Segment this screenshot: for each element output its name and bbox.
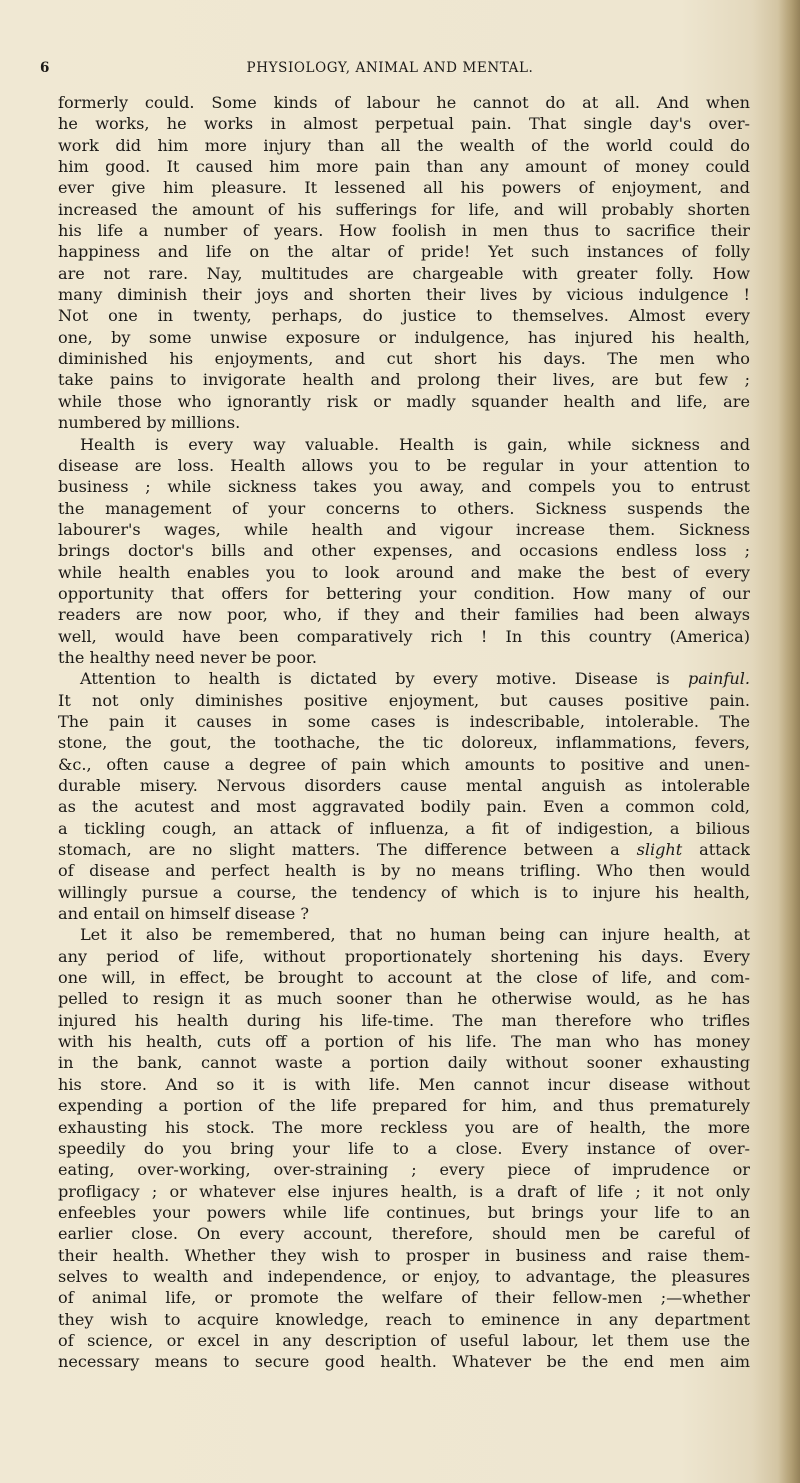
text-line: of disease and perfect health is by no means trifling. Who then would (58, 861, 750, 881)
text-line: durable misery. Nervous disorders cause mental anguish as intolerable (58, 776, 750, 795)
page-number: 6 (40, 60, 50, 76)
text-line: exhausting his stock. The more reckless you are of health, the more (58, 1117, 750, 1137)
text-line: brings doctor's bills and other expenses, and occasions endless loss ; (58, 541, 750, 561)
text-line: while health enables you to look around and make the best of every (58, 562, 750, 582)
text-line: Attention to health is dictated by every motive. Disease is painful. (80, 669, 750, 689)
text-line: Not one in twenty, perhaps, do justice to themselves. Almost every (58, 306, 750, 326)
text-line: formerly could. Some kinds of labour he cannot do at all. And when (58, 93, 750, 112)
text-line: profligacy ; or whatever else injures health, is a draft of life ; it not only (58, 1181, 750, 1201)
text-line: numbered by millions. (58, 413, 241, 433)
text-line: disease are loss. Health allows you to be regular in your attention to (58, 455, 750, 475)
text-line: his life a number of years. How foolish in men thus to sacrifice their (58, 221, 750, 241)
running-head: PHYSIOLOGY, ANIMAL AND MENTAL. (246, 60, 534, 76)
text-line: as the acutest and most aggravated bodily pain. Even a common cold, (58, 797, 750, 817)
italic-text: painful. (687, 669, 750, 689)
text-line: with his health, cuts off a portion of his life. The man who has money (58, 1032, 750, 1052)
text-line: happiness and life on the altar of pride! Yet such instances of folly (58, 242, 750, 262)
text-line: stone, the gout, the toothache, the tic doloreux, inflammations, fevers, (58, 733, 750, 753)
text-line: enfeebles your powers while life continues, but brings your life to an (58, 1202, 750, 1222)
text-line: expending a portion of the life prepared for him, and thus prematurely (58, 1096, 750, 1116)
page-edge-shadow (778, 0, 800, 1483)
text-line: their health. Whether they wish to prosper in business and raise them- (58, 1245, 750, 1265)
text-line: any period of life, without proportionately shortening his days. Every (58, 946, 750, 966)
text-line: It not only diminishes positive enjoyment, but causes positive pain. (58, 690, 750, 710)
text-line: the healthy need never be poor. (58, 647, 317, 667)
text-line: Let it also be remembered, that no human being can injure health, at (80, 925, 750, 945)
text-line: he works, he works in almost perpetual pain. That single day's over- (58, 114, 750, 134)
text-line: The pain it causes in some cases is indescribable, intolerable. The (58, 711, 750, 731)
text-line: willingly pursue a course, the tendency of which is to injure his health, (58, 882, 750, 902)
text-line: Health is every way valuable. Health is gain, while sickness and (80, 434, 750, 454)
text-line: ever give him pleasure. It lessened all his powers of enjoyment, and (58, 178, 750, 198)
text-line: &c., often cause a degree of pain which amounts to positive and unen- (58, 754, 750, 774)
text-line: they wish to acquire knowledge, reach to eminence in any department (58, 1309, 750, 1329)
text-line: are not rare. Nay, multitudes are chargeable with greater folly. How (58, 263, 750, 283)
text-line: a tickling cough, an attack of influenza, a fit of indigestion, a bilious (58, 818, 750, 838)
text-line: him good. It caused him more pain than any amount of money could (58, 157, 750, 177)
text-line: take pains to invigorate health and prolong their lives, are but few ; (58, 370, 750, 390)
text-line: opportunity that offers for bettering your condition. How many of our (58, 583, 750, 603)
italic-text: slight (636, 840, 683, 860)
text-line: eating, over-working, over-straining ; every piece of imprudence or (58, 1160, 750, 1180)
text-line: the management of your concerns to others. Sickness suspends the (58, 498, 750, 518)
text-line: one, by some unwise exposure or indulgence, has injured his health, (58, 327, 750, 347)
text-line: and entail on himself disease ? (58, 904, 310, 924)
text-line: labourer's wages, while health and vigour increase them. Sickness (58, 519, 750, 539)
text-line: speedily do you bring your life to a close. Every instance of over- (58, 1138, 750, 1158)
text-line: pelled to resign it as much sooner than he otherwise would, as he has (58, 989, 750, 1009)
text-line: selves to wealth and independence, or enjoy, to advantage, the pleasures (58, 1266, 750, 1286)
text-line: of animal life, or promote the welfare of their fellow-men ;—whether (58, 1288, 750, 1308)
text-line: his store. And so it is with life. Men cannot incur disease without (58, 1074, 750, 1094)
text-line: diminished his enjoyments, and cut short his days. The men who (58, 349, 750, 369)
text-line: increased the amount of his sufferings for life, and will probably shorten (58, 199, 750, 219)
text-line: work did him more injury than all the wealth of the world could do (58, 135, 750, 155)
text-line: of science, or excel in any description of useful labour, let them use the (58, 1330, 750, 1350)
text-line: while those who ignorantly risk or madly squander health and life, are (58, 391, 750, 411)
text-line: business ; while sickness takes you away, and compels you to entrust (58, 477, 750, 497)
text-line: readers are now poor, who, if they and their families had been always (58, 605, 750, 625)
body-text (58, 92, 750, 1373)
text-line: in the bank, cannot waste a portion daily without sooner exhausting (58, 1053, 750, 1073)
text-line: one will, in effect, be brought to account at the close of life, and com- (58, 968, 750, 988)
text-line: well, would have been comparatively rich ! In this country (America) (58, 626, 750, 646)
text-line: many diminish their joys and shorten their lives by vicious indulgence ! (58, 285, 750, 305)
text-line: stomach, are no slight matters. The difference between a slight attack (58, 840, 750, 860)
text-line: necessary means to secure good health. Whatever be the end men aim (58, 1352, 750, 1372)
page-header (40, 60, 740, 82)
text-line: injured his health during his life-time. The man therefore who trifles (58, 1010, 750, 1030)
text-line: earlier close. On every account, therefore, should men be careful of (58, 1224, 750, 1244)
